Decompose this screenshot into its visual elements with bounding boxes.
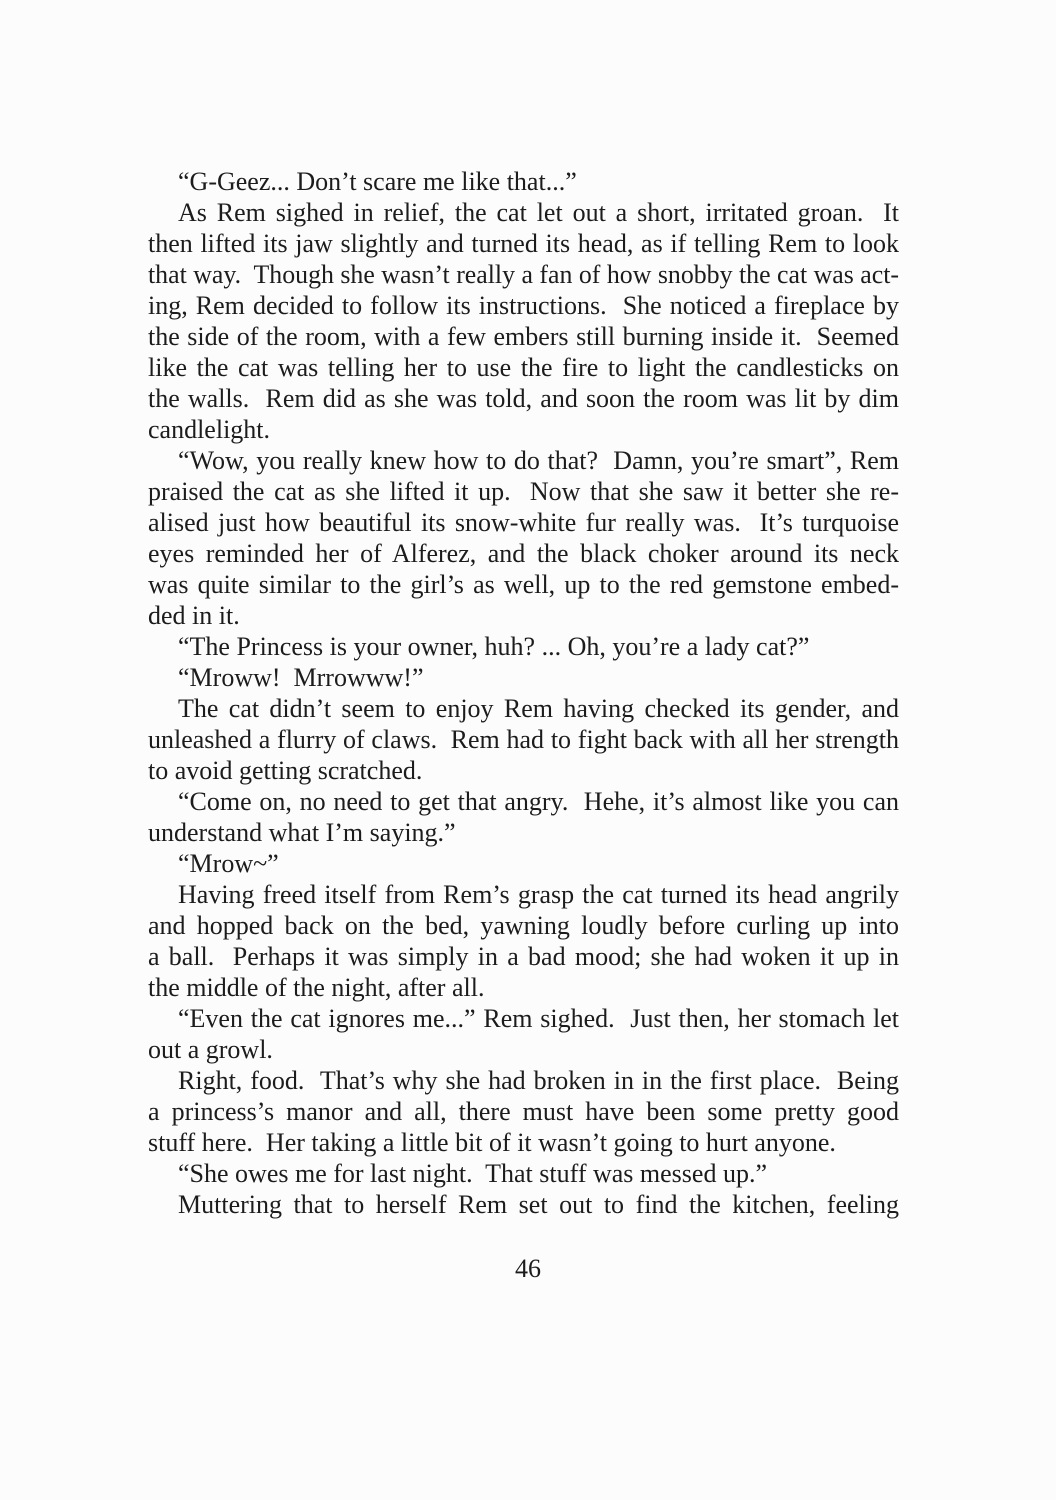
text-line (148, 724, 899, 755)
text-line (148, 538, 899, 569)
text-line-content: “The Princess is your owner, huh? ... Oh, you’re a lady cat?” (178, 632, 810, 661)
text-line-content: “Come on, no need to get that angry. Hehe, it’s almost like you can (178, 787, 899, 816)
text-line (148, 569, 899, 600)
text-line-content: the middle of the night, after all. (148, 973, 485, 1002)
text-line-content: eyes reminded her of Alferez, and the black choker around its neck (148, 539, 899, 568)
text-line (148, 259, 899, 290)
text-line (148, 228, 899, 259)
text-line (148, 1096, 899, 1127)
text-line (148, 631, 899, 662)
text-line-content: and hopped back on the bed, yawning loudly before curling up into (148, 911, 899, 940)
text-line (148, 290, 899, 321)
text-block (148, 166, 899, 1220)
text-line-content: “Mroww! Mrrowww!” (178, 663, 424, 692)
text-line-content: Having freed itself from Rem’s grasp the cat turned its head angrily (178, 880, 899, 909)
text-line (148, 1034, 899, 1065)
text-line-content: The cat didn’t seem to enjoy Rem having checked its gender, and (178, 694, 899, 723)
text-line-content: to avoid getting scratched. (148, 756, 423, 785)
text-line (148, 1127, 899, 1158)
text-line (148, 476, 899, 507)
text-line (148, 166, 899, 197)
text-line (148, 786, 899, 817)
text-line-content: Right, food. That’s why she had broken in in the first place. Being (178, 1066, 899, 1095)
text-line (148, 600, 899, 631)
text-line-content: “Wow, you really knew how to do that? Damn, you’re smart”, Rem (178, 446, 899, 475)
text-line-content: the side of the room, with a few embers still burning inside it. Seemed (148, 322, 899, 351)
text-line (148, 941, 899, 972)
text-line-content: unleashed a flurry of claws. Rem had to fight back with all her strength (148, 725, 899, 754)
text-line (148, 848, 899, 879)
text-line-content: “She owes me for last night. That stuff was messed up.” (178, 1159, 767, 1188)
text-line-content: ded in it. (148, 601, 240, 630)
text-line (148, 972, 899, 1003)
text-line-content: Muttering that to herself Rem set out to find the kitchen, feeling (178, 1190, 899, 1219)
text-line-content: a ball. Perhaps it was simply in a bad mood; she had woken it up in (148, 942, 899, 971)
text-line (148, 755, 899, 786)
text-line (148, 662, 899, 693)
text-line (148, 321, 899, 352)
text-line-content: candlelight. (148, 415, 271, 444)
text-line-content: “Mrow~” (178, 849, 279, 878)
text-line-content: a princess’s manor and all, there must have been some pretty good (148, 1097, 899, 1126)
text-line (148, 879, 899, 910)
text-line (148, 910, 899, 941)
text-line-content: stuff here. Her taking a little bit of it wasn’t going to hurt anyone. (148, 1128, 836, 1157)
text-line-content: understand what I’m saying.” (148, 818, 456, 847)
text-line-content: then lifted its jaw slightly and turned its head, as if telling Rem to look (148, 229, 899, 258)
text-line (148, 445, 899, 476)
text-line (148, 507, 899, 538)
text-line-content: the walls. Rem did as she was told, and soon the room was lit by dim (148, 384, 899, 413)
text-line-content: praised the cat as she lifted it up. Now that she saw it better she re- (148, 477, 899, 506)
text-line-content: like the cat was telling her to use the fire to light the candlesticks on (148, 353, 899, 382)
text-line (148, 383, 899, 414)
text-line (148, 1003, 899, 1034)
text-line (148, 817, 899, 848)
text-line-content: “Even the cat ignores me...” Rem sighed. Just then, her stomach let (178, 1004, 899, 1033)
text-line-content: ing, Rem decided to follow its instructions. She noticed a fireplace by (148, 291, 899, 320)
text-line (148, 352, 899, 383)
text-line-content: “G-Geez... Don’t scare me like that...” (178, 167, 577, 196)
text-line (148, 693, 899, 724)
text-line (148, 414, 899, 445)
text-line-content: was quite similar to the girl’s as well, up to the red gemstone embed- (148, 570, 899, 599)
text-line (148, 197, 899, 228)
text-line (148, 1158, 899, 1189)
page-number: 46 (515, 1254, 541, 1283)
text-line (148, 1065, 899, 1096)
text-line-content: alised just how beautiful its snow-white fur really was. It’s turquoise (148, 508, 899, 537)
text-line-content: out a growl. (148, 1035, 273, 1064)
text-line-content: that way. Though she wasn’t really a fan of how snobby the cat was act- (148, 260, 899, 289)
text-line-content: As Rem sighed in relief, the cat let out a short, irritated groan. It (178, 198, 899, 227)
text-line (148, 1189, 899, 1220)
